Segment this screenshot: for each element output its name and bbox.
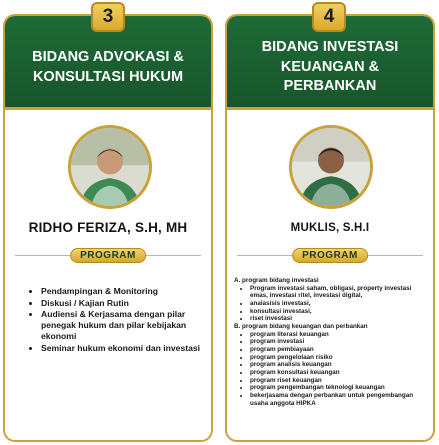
card-title: BIDANG INVESTASI KEUANGAN & PERBANKAN	[261, 39, 399, 95]
section-heading: A. program bidang investasi	[234, 277, 319, 284]
card-number-badge-3: 3	[91, 2, 125, 32]
list-item: • konsultasi investasi,	[250, 308, 429, 316]
section-b-list	[234, 331, 429, 408]
list-item: • program literasi keuangan	[250, 331, 429, 339]
program-list	[31, 286, 201, 354]
person-photo	[289, 125, 373, 209]
list-item: • Pendampingan & Monitoring	[41, 286, 201, 297]
section-heading: B. program bidang keuangan dan perbankan	[234, 323, 368, 331]
section-a-list	[234, 285, 429, 323]
card-number-badge-4: 4	[312, 2, 346, 32]
person-photo-icon	[71, 128, 149, 206]
card-advokasi	[3, 14, 213, 442]
person-name: MUKLIS, S.H.I	[290, 222, 370, 234]
list-item: • riset investasi	[250, 315, 429, 323]
list-item: • program konsultasi keuangan	[250, 369, 429, 377]
list-item: • program analisis keuangan	[250, 361, 429, 369]
list-item: • program pengembangan teknologi keuangan	[250, 384, 429, 392]
program-header	[5, 248, 211, 264]
program-list	[234, 277, 429, 407]
person-photo-icon	[292, 128, 370, 206]
card-investasi	[225, 14, 435, 442]
list-item: • Seminar hukum ekonomi dan investasi	[41, 343, 201, 354]
list-item: • Diskusi / Kajian Rutin	[41, 298, 201, 309]
person-photo	[68, 125, 152, 209]
list-item: • program riset keuangan	[250, 377, 429, 385]
list-item: • Program investasi saham, obligasi, property investasi emas, investasi ritel, investasi digital,	[250, 285, 429, 300]
person-name: RIDHO FERIZA, S.H, MH	[28, 220, 188, 235]
list-item: • program pembiayaan	[250, 346, 429, 354]
program-label: PROGRAM	[292, 248, 368, 263]
program-header	[227, 248, 433, 264]
list-item: • bekerjasama dengan perbankan untuk pengembangan usaha anggota HIPKA	[250, 392, 429, 407]
list-item: • analasisis investasi,	[250, 300, 429, 308]
list-item: • Audiensi & Kerjasama dengan pilar penegak hukum dan pilar kebijakan ekonomi	[41, 309, 201, 341]
list-item: • program investasi	[250, 338, 429, 346]
list-item: • program pengelolaan risiko	[250, 354, 429, 362]
card-title: BIDANG ADVOKASI & KONSULTASI HUKUM	[32, 48, 184, 85]
program-label: PROGRAM	[70, 248, 146, 263]
